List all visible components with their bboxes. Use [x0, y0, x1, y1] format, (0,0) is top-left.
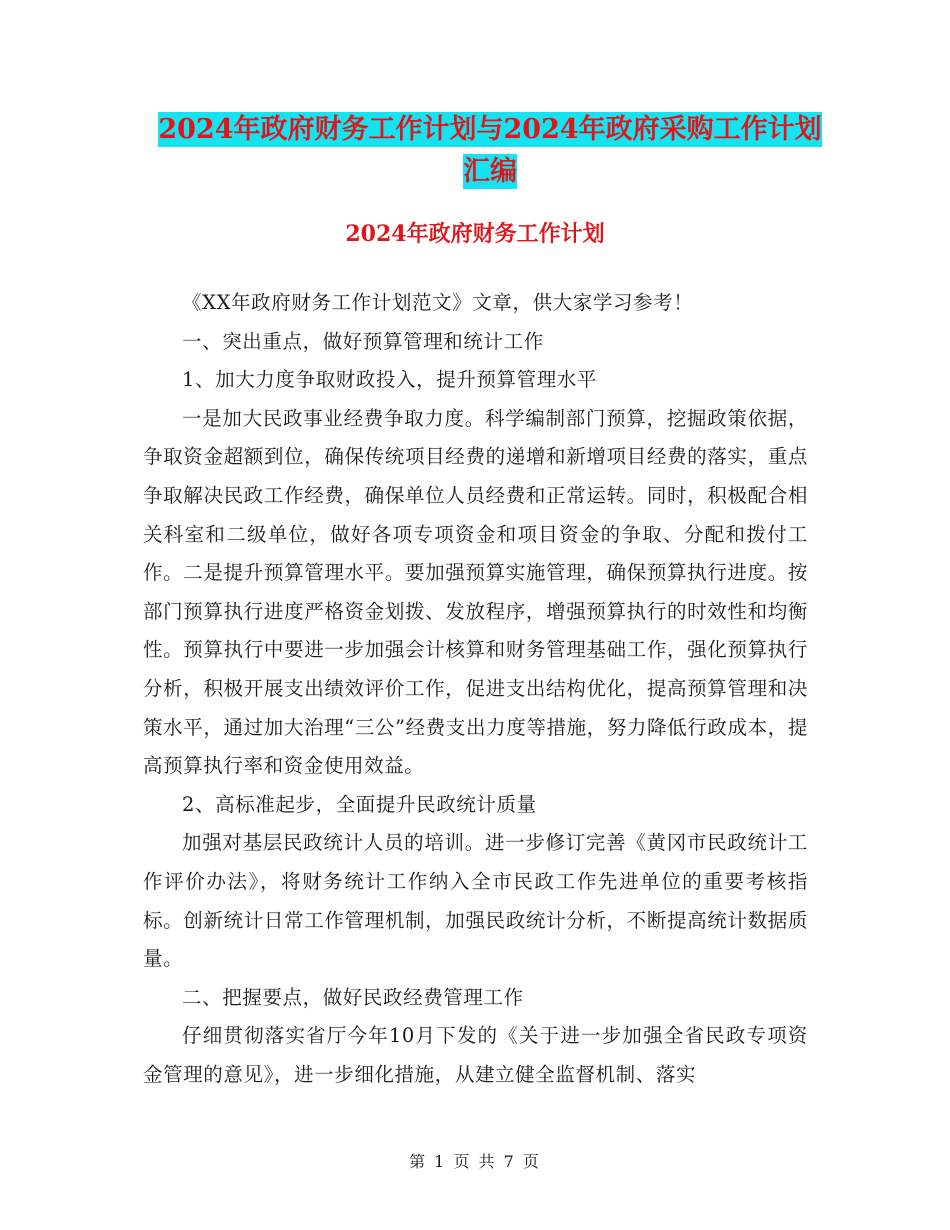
- subheading-1: 1、加大力度争取财政投入，提升预算管理水平: [182, 368, 598, 392]
- paragraph-funds: 仔细贯彻落实省厅今年10月下发的《关于进一步加强全省民政专项资金管理的意见》，进一步细化措施，从建立健全监督机制、落实: [143, 1024, 808, 1086]
- paragraph-statistics: 加强对基层民政统计人员的培训。进一步修订完善《黄冈市民政统计工作评价办法》，将财务统计工作纳入全市民政工作先进单位的重要考核指标。创新统计日常工作管理机制，加强民政统计分析，不断提高统计数据质量。: [143, 831, 808, 971]
- paragraph-budget: 一是加大民政事业经费争取力度。科学编制部门预算，挖掘政策依据，争取资金超额到位，确保传统项目经费的递增和新增项目经费的落实，重点争取解决民政工作经费，确保单位人员经费和正常运转。同时，积极配合相关科室和二级单位，做好各项专项资金和项目资金的争取、分配和拨付工作。二是提升预算管理水平。要加强预算实施管理，确保预算执行进度。按部门预算执行进度严格资金划拨、发放程序，增强预算执行的时效性和均衡性。预算执行中要进一步加强会计核算和财务管理基础工作，强化预算执行分析，积极开展支出绩效评价工作，促进支出结构优化，提高预算管理和决策水平，通过加大治理“三公”经费支出力度等措施，努力降低行政成本，提高预算执行率和资金使用效益。: [143, 406, 808, 778]
- document-title-line-1: [140, 110, 840, 150]
- document-body: [143, 284, 808, 1094]
- document-title-line-2: [140, 152, 840, 192]
- document-title-highlight: 汇编: [463, 156, 517, 187]
- paragraph-intro: 《XX年政府财务工作计划范文》文章，供大家学习参考！: [182, 291, 694, 314]
- heading-part-2: 二、把握要点，做好民政经费管理工作: [182, 985, 524, 1009]
- page-footer: 第 1 页 共 7 页: [409, 1152, 541, 1171]
- document-title-highlight: 2024年政府财务工作计划与2024年政府采购工作计划: [158, 114, 822, 145]
- heading-part-1: 一、突出重点，做好预算管理和统计工作: [182, 329, 544, 353]
- section-title: 2024年政府财务工作计划: [345, 221, 605, 247]
- subheading-2: 2、高标准起步，全面提升民政统计质量: [182, 792, 537, 816]
